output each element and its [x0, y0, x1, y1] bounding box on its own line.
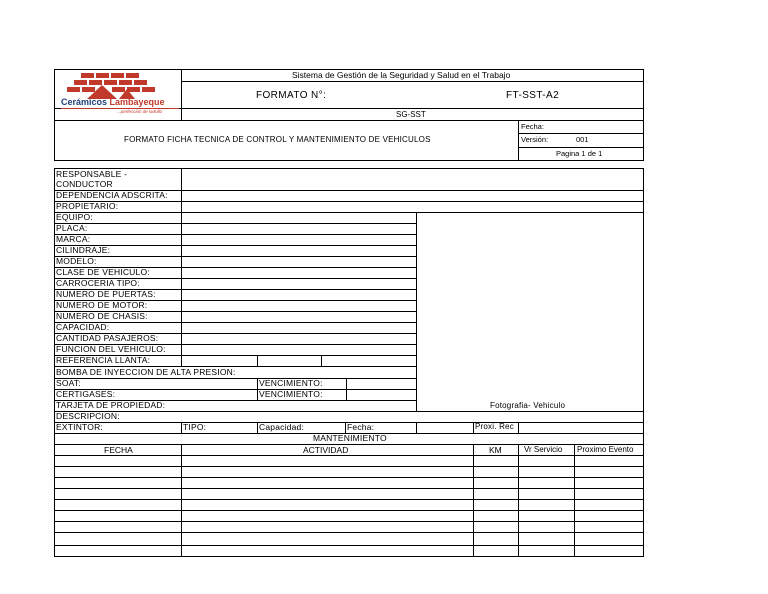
label-marca: MARCA: [56, 234, 91, 244]
version-value: 001 [576, 135, 589, 144]
col-proximo-evento: Proximo Evento [577, 445, 634, 454]
label-soat: SOAT: [56, 378, 81, 388]
col-fecha: FECHA [104, 445, 133, 455]
col-actividad: ACTIVIDAD [303, 445, 349, 455]
label-vencimiento-soat: VENCIMIENTO: [259, 378, 323, 388]
label-capacidad-extintor: Capacidad: [259, 422, 305, 432]
col-vr-servicio: Vr Servicio [524, 445, 563, 454]
company-logo [57, 71, 179, 119]
photo-caption: Fotografia- Vehiculo [490, 401, 566, 410]
label-capacidad: CAPACIDAD: [56, 322, 110, 332]
logo-name-part2: Lambayeque [109, 97, 165, 107]
label-vencimiento-certigases: VENCIMIENTO: [259, 389, 323, 399]
label-fecha-extintor: Fecha: [347, 422, 375, 432]
formato-label: FORMATO N°: [256, 90, 327, 101]
label-clase: CLASE DE VEHICULO: [56, 267, 150, 277]
label-bomba: BOMBA DE INYECCION DE ALTA PRESION: [56, 367, 236, 377]
header-divider [181, 69, 182, 120]
label-certigases: CERTIGASES: [56, 389, 116, 399]
label-tarjeta: TARJETA DE PROPIEDAD: [56, 400, 166, 410]
label-carroceria: CARROCERIA TIPO: [56, 278, 140, 288]
version-label: Versión: [521, 135, 549, 144]
form-title: FORMATO FICHA TECNICA DE CONTROL Y MANTENIMIENTO DE VEHICULOS [124, 135, 431, 144]
label-cilindraje: CILINDRAJE: [56, 245, 111, 255]
label-puertas: NUMERO DE PUERTAS: [56, 289, 156, 299]
maintenance-title: MANTENIMIENTO [313, 433, 387, 443]
label-placa: PLACA: [56, 223, 88, 233]
page-number: Pagina 1 de 1 [556, 149, 603, 158]
label-modelo: MODELO: [56, 256, 97, 266]
label-dependencia: DEPENDENCIA ADSCRITA: [56, 190, 168, 200]
label-tipo: TIPO: [183, 422, 207, 432]
formato-code: FT-SST-A2 [506, 90, 560, 101]
label-conductor: CONDUCTOR [56, 179, 113, 189]
label-chasis: NUMERO DE CHASIS: [56, 311, 148, 321]
system-title: Sistema de Gestión de la Seguridad y Salud en el Trabajo [292, 70, 511, 80]
label-responsable: RESPONSABLE - [56, 169, 128, 179]
logo-tagline: ...perfección de ladrillo [117, 109, 163, 114]
logo-name-part1: Cerámicos [61, 97, 110, 107]
fecha-label: Fecha: [521, 122, 544, 131]
label-propietario: PROPIETARIO: [56, 201, 119, 211]
label-proxi-rec: Proxi. Rec [475, 422, 514, 431]
sgsst-label: SG-SST [396, 110, 426, 119]
label-llanta: REFERENCIA LLANTA: [56, 355, 151, 365]
label-descripcion: DESCRIPCION: [56, 411, 120, 421]
label-extintor: EXTINTOR: [56, 422, 103, 432]
label-funcion: FUNCION DEL VEHICULO: [56, 344, 166, 354]
label-equipo: EQUIPO: [56, 212, 93, 222]
label-pasajeros: CANTIDAD PASAJEROS: [56, 333, 159, 343]
label-motor: NUMERO DE MOTOR: [56, 300, 148, 310]
col-km: KM [489, 445, 502, 455]
